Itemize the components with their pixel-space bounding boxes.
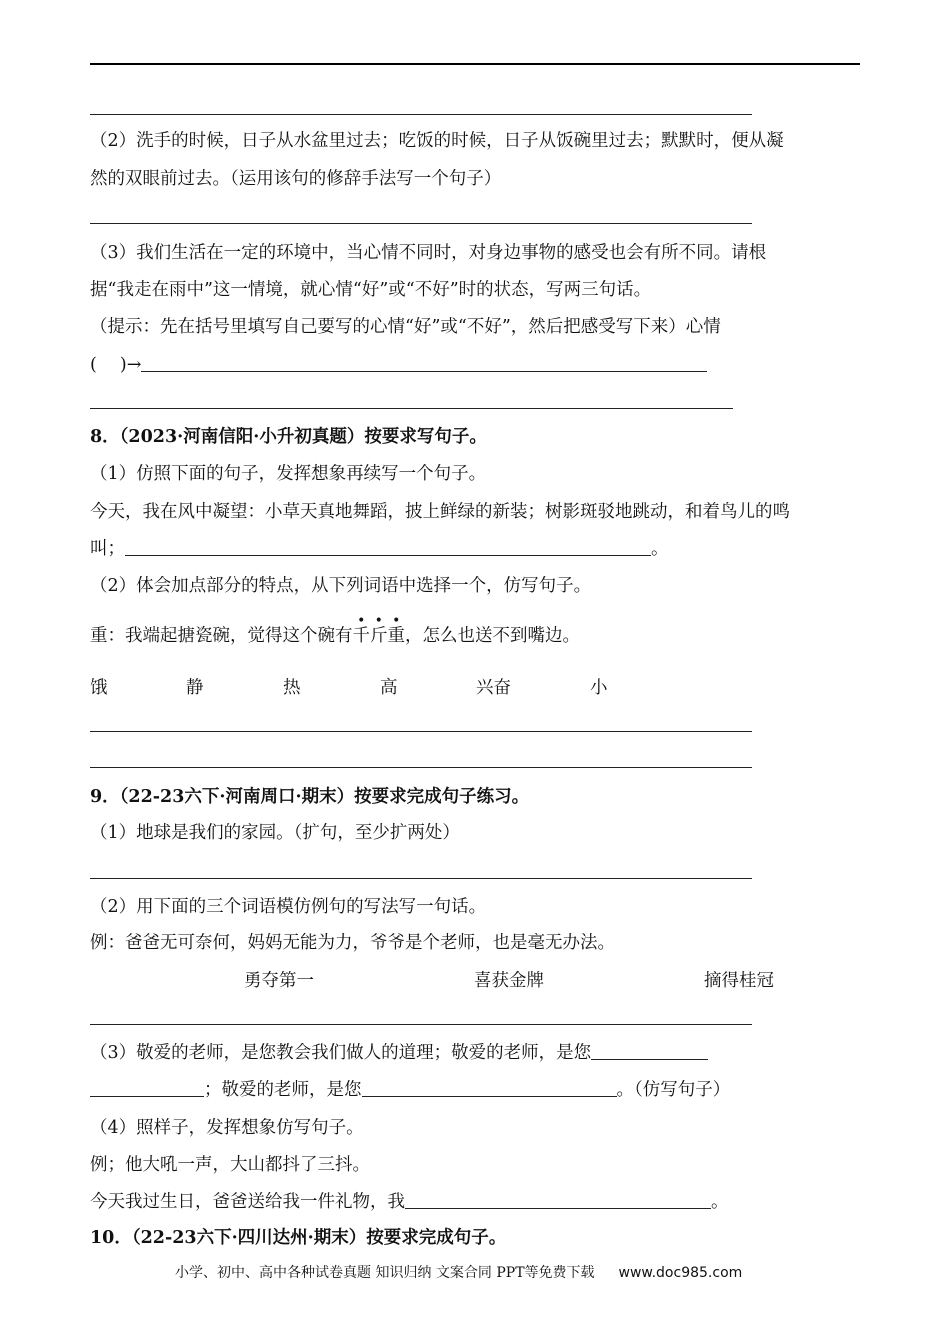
q9-sub1: （1）地球是我们的家园。（扩句，至少扩两处） <box>90 823 460 843</box>
q9-sub4-end: 。 <box>711 1192 729 1212</box>
q9-sub3-line1 <box>90 1043 708 1063</box>
q8-example-line1: 今天，我在风中凝望：小草天真地舞蹈，披上鲜绿的新装；树影斑驳地跳动，和着鸟儿的鸣 <box>90 502 790 522</box>
mood-bracket[interactable]: ( )→ <box>90 355 142 375</box>
word-option: 热 <box>283 678 301 698</box>
example2-before: 重：我端起搪瓷碗，觉得这个碗有 <box>90 626 353 646</box>
q9-sub4-prompt-line <box>90 1192 729 1212</box>
q8-example-prefix: 叫； <box>90 539 125 559</box>
word-option: 静 <box>186 678 204 698</box>
q9-sub2-example: 例：爸爸无可奈何，妈妈无能为力，爷爷是个老师，也是毫无办法。 <box>90 933 615 953</box>
q10-title: 10．（22-23六下·四川达州·期末）按要求完成句子。 <box>90 1228 507 1248</box>
emphasis-char: • 斤 <box>370 613 388 646</box>
q7-2-line2: 然的双眼前过去。（运用该句的修辞手法写一个句子） <box>90 169 502 189</box>
answer-blank[interactable] <box>591 1043 708 1060</box>
word-option: 勇夺第一 <box>244 971 314 991</box>
footer-text: 小学、初中、高中各种试卷真题 知识归纳 文案合同 PPT等免费下载 <box>175 1265 595 1281</box>
q7-3-blank-line <box>90 355 707 375</box>
q9-sub2: （2）用下面的三个词语模仿例句的写法写一句话。 <box>90 897 487 917</box>
word-option: 兴奋 <box>476 678 511 698</box>
answer-blank[interactable] <box>125 539 651 556</box>
q8-example-line2 <box>90 539 669 559</box>
q9-sub3-line2 <box>90 1080 730 1100</box>
q7-2-line1: （2）洗手的时候，日子从水盆里过去；吃饭的时候，日子从饭碗里过去；默默时，便从凝 <box>90 131 784 151</box>
q9-sub3-text: （3）敬爱的老师，是您教会我们做人的道理；敬爱的老师，是您 <box>90 1043 592 1063</box>
q9-sub3-end: 。（仿写句子） <box>616 1080 731 1100</box>
answer-line[interactable] <box>90 408 733 409</box>
word-option: 摘得桂冠 <box>704 971 774 991</box>
answer-line[interactable] <box>90 223 752 224</box>
answer-blank[interactable] <box>141 355 707 372</box>
emphasis-dot: • <box>392 613 401 629</box>
footer-url[interactable]: www.doc985.com <box>618 1265 743 1281</box>
q8-example2 <box>90 613 580 646</box>
answer-line[interactable] <box>90 731 752 732</box>
q8-example-end: 。 <box>651 539 669 559</box>
q9-sub3-mid: ；敬爱的老师，是您 <box>204 1080 362 1100</box>
answer-blank[interactable] <box>362 1080 617 1097</box>
word-option: 饿 <box>90 678 108 698</box>
q8-sub1: （1）仿照下面的句子，发挥想象再续写一个句子。 <box>90 464 487 484</box>
answer-blank[interactable] <box>90 1080 204 1097</box>
q9-sub4-prompt: 今天我过生日，爸爸送给我一件礼物，我 <box>90 1192 405 1212</box>
emphasis-char: • 千 <box>352 613 370 646</box>
q9-sub4-example: 例；他大吼一声，大山都抖了三抖。 <box>90 1155 370 1175</box>
word-option: 喜获金牌 <box>474 971 544 991</box>
word-option: 小 <box>590 678 608 698</box>
example2-after: ，怎么也送不到嘴边。 <box>405 626 580 646</box>
emphasis-dot: • <box>374 613 383 629</box>
answer-line[interactable] <box>90 767 752 768</box>
answer-line[interactable] <box>90 878 752 879</box>
q9-title: 9．（22-23六下·河南周口·期末）按要求完成句子练习。 <box>90 787 530 807</box>
answer-line[interactable] <box>90 1024 752 1025</box>
q7-3-line2: 据“我走在雨中”这一情境，就心情“好”或“不好”时的状态，写两三句话。 <box>90 280 652 300</box>
q8-title: 8．（2023·河南信阳·小升初真题）按要求写句子。 <box>90 427 487 447</box>
q8-sub2: （2）体会加点部分的特点，从下列词语中选择一个，仿写句子。 <box>90 576 592 596</box>
answer-line[interactable] <box>90 114 752 115</box>
page-footer <box>175 1262 742 1282</box>
q7-3-line1: （3）我们生活在一定的环境中，当心情不同时，对身边事物的感受也会有所不同。请根 <box>90 243 767 263</box>
q9-sub4: （4）照样子，发挥想象仿写句子。 <box>90 1118 364 1138</box>
word-option: 高 <box>380 678 398 698</box>
answer-blank[interactable] <box>405 1192 711 1209</box>
emphasis-char: • 重 <box>387 613 405 646</box>
emphasis-dot: • <box>357 613 366 629</box>
header-rule <box>90 63 860 65</box>
q7-3-line3: （提示：先在括号里填写自己要写的心情“好”或“不好”，然后把感受写下来）心情 <box>90 317 721 337</box>
